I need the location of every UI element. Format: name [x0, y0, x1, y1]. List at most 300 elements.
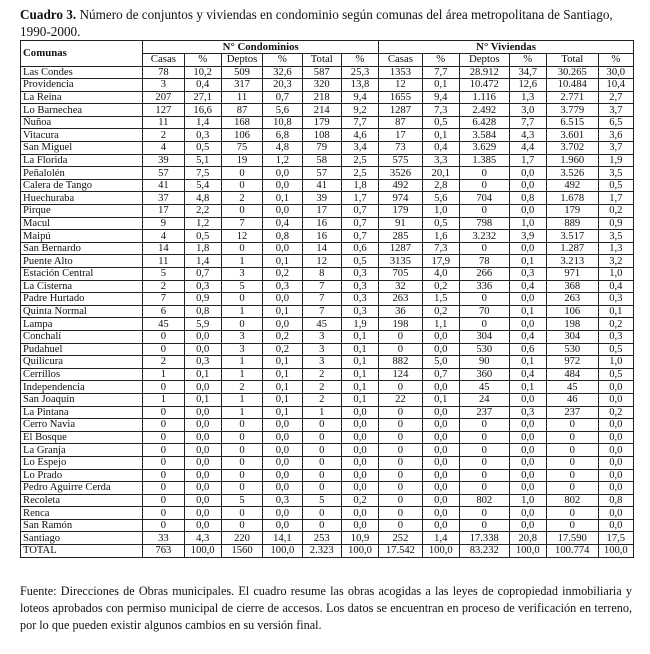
value-cell: 0,0: [598, 469, 633, 482]
comuna-name-cell: San Joaquín: [21, 393, 143, 406]
value-cell: 1,0: [598, 268, 633, 281]
value-cell: 0: [546, 456, 598, 469]
value-cell: 6: [143, 305, 184, 318]
value-cell: 0,1: [509, 255, 546, 268]
table-row: [21, 431, 634, 444]
value-cell: 100,0: [263, 545, 302, 558]
value-cell: 3.702: [546, 142, 598, 155]
value-cell: 2: [302, 393, 341, 406]
value-cell: 0,4: [509, 280, 546, 293]
value-cell: 484: [546, 368, 598, 381]
table-row: [21, 205, 634, 218]
value-cell: 6,8: [263, 129, 302, 142]
value-cell: 0,0: [184, 519, 221, 532]
table-row: [21, 91, 634, 104]
value-cell: 0,4: [184, 79, 221, 92]
table-row: [21, 255, 634, 268]
value-cell: 0,8: [598, 494, 633, 507]
value-cell: 0,3: [341, 268, 378, 281]
value-cell: 39: [302, 192, 341, 205]
value-cell: 1.678: [546, 192, 598, 205]
value-cell: 3526: [379, 167, 422, 180]
table-row: [21, 381, 634, 394]
value-cell: 20,8: [509, 532, 546, 545]
value-cell: 0: [459, 179, 509, 192]
value-cell: 0,1: [509, 356, 546, 369]
value-cell: 12: [302, 255, 341, 268]
subheader-cell: %: [341, 54, 378, 67]
value-cell: 14: [143, 242, 184, 255]
value-cell: 179: [302, 116, 341, 129]
value-cell: 7: [143, 293, 184, 306]
value-cell: 320: [302, 79, 341, 92]
value-cell: 0,0: [341, 419, 378, 432]
value-cell: 0,1: [341, 356, 378, 369]
value-cell: 1,9: [341, 318, 378, 331]
value-cell: 91: [379, 217, 422, 230]
value-cell: 207: [143, 91, 184, 104]
value-cell: 0: [546, 419, 598, 432]
value-cell: 218: [302, 91, 341, 104]
value-cell: 0,3: [341, 293, 378, 306]
value-cell: 0: [143, 519, 184, 532]
value-cell: 0: [459, 242, 509, 255]
subheader-cell: %: [598, 54, 633, 67]
value-cell: 2: [143, 356, 184, 369]
value-cell: 0: [459, 456, 509, 469]
value-cell: 3: [302, 356, 341, 369]
value-cell: 0,5: [598, 343, 633, 356]
value-cell: 0,0: [263, 318, 302, 331]
value-cell: 0,0: [422, 519, 459, 532]
value-cell: 4,3: [509, 129, 546, 142]
condominios-table: [20, 40, 634, 558]
comuna-name-cell: Puente Alto: [21, 255, 143, 268]
value-cell: 17.590: [546, 532, 598, 545]
value-cell: 1287: [379, 104, 422, 117]
value-cell: 0,7: [341, 230, 378, 243]
value-cell: 0,0: [509, 318, 546, 331]
value-cell: 0,1: [341, 343, 378, 356]
value-cell: 0,0: [341, 431, 378, 444]
value-cell: 0,0: [341, 406, 378, 419]
value-cell: 1,7: [509, 154, 546, 167]
value-cell: 0: [459, 419, 509, 432]
value-cell: 4,4: [509, 142, 546, 155]
value-cell: 0: [459, 507, 509, 520]
value-cell: 0: [302, 444, 341, 457]
value-cell: 0: [459, 519, 509, 532]
comuna-name-cell: La Reina: [21, 91, 143, 104]
value-cell: 4,8: [263, 142, 302, 155]
subheader-cell: %: [263, 54, 302, 67]
value-cell: 802: [459, 494, 509, 507]
comuna-name-cell: Conchalí: [21, 330, 143, 343]
value-cell: 34,7: [509, 66, 546, 79]
value-cell: 2,8: [422, 179, 459, 192]
value-cell: 0: [143, 482, 184, 495]
value-cell: 971: [546, 268, 598, 281]
value-cell: 798: [459, 217, 509, 230]
value-cell: 802: [546, 494, 598, 507]
value-cell: 0,0: [341, 456, 378, 469]
value-cell: 2: [143, 280, 184, 293]
value-cell: 1,0: [509, 494, 546, 507]
value-cell: 214: [302, 104, 341, 117]
value-cell: 20,1: [422, 167, 459, 180]
value-cell: 0: [546, 519, 598, 532]
value-cell: 2,5: [341, 167, 378, 180]
value-cell: 14,1: [263, 532, 302, 545]
value-cell: 24: [459, 393, 509, 406]
value-cell: 0,0: [509, 456, 546, 469]
value-cell: 30.265: [546, 66, 598, 79]
caption-label: Cuadro 3.: [20, 7, 77, 22]
value-cell: 0: [459, 318, 509, 331]
value-cell: 2: [221, 192, 262, 205]
value-cell: 1,0: [422, 205, 459, 218]
table-body: [21, 66, 634, 557]
value-cell: 1: [221, 305, 262, 318]
value-cell: 46: [546, 393, 598, 406]
value-cell: 57: [143, 167, 184, 180]
value-cell: 2,2: [184, 205, 221, 218]
value-cell: 7: [302, 293, 341, 306]
comuna-name-cell: San Bernardo: [21, 242, 143, 255]
value-cell: 0: [221, 519, 262, 532]
table-row: [21, 393, 634, 406]
value-cell: 100,0: [509, 545, 546, 558]
value-cell: 0,5: [341, 255, 378, 268]
value-cell: 10,9: [341, 532, 378, 545]
table-row: [21, 343, 634, 356]
value-cell: 45: [302, 318, 341, 331]
comuna-name-cell: Cerro Navia: [21, 419, 143, 432]
comuna-name-cell: La Granja: [21, 444, 143, 457]
value-cell: 28.912: [459, 66, 509, 79]
value-cell: 266: [459, 268, 509, 281]
comuna-name-cell: Recoleta: [21, 494, 143, 507]
value-cell: 0,5: [598, 368, 633, 381]
value-cell: 3,2: [598, 255, 633, 268]
value-cell: 1: [221, 406, 262, 419]
value-cell: 198: [546, 318, 598, 331]
comuna-name-cell: Padre Hurtado: [21, 293, 143, 306]
value-cell: 0,0: [509, 419, 546, 432]
comuna-name-cell: La Cisterna: [21, 280, 143, 293]
value-cell: 0,4: [509, 330, 546, 343]
value-cell: 0,0: [422, 343, 459, 356]
value-cell: 0,0: [422, 469, 459, 482]
value-cell: 4: [143, 142, 184, 155]
value-cell: 13,8: [341, 79, 378, 92]
value-cell: 1: [143, 368, 184, 381]
value-cell: 3,5: [598, 167, 633, 180]
value-cell: 16,6: [184, 104, 221, 117]
value-cell: 3: [221, 343, 262, 356]
value-cell: 0: [546, 469, 598, 482]
comuna-name-cell: Lo Espejo: [21, 456, 143, 469]
value-cell: 0,3: [509, 268, 546, 281]
value-cell: 0,1: [263, 368, 302, 381]
value-cell: 0,0: [184, 494, 221, 507]
value-cell: 0: [221, 482, 262, 495]
value-cell: 3.629: [459, 142, 509, 155]
value-cell: 0,0: [509, 507, 546, 520]
value-cell: 882: [379, 356, 422, 369]
value-cell: 100,0: [422, 545, 459, 558]
value-cell: 0,0: [341, 469, 378, 482]
value-cell: 75: [221, 142, 262, 155]
value-cell: 17: [379, 129, 422, 142]
value-cell: 492: [379, 179, 422, 192]
value-cell: 10.472: [459, 79, 509, 92]
table-row: [21, 318, 634, 331]
value-cell: 252: [379, 532, 422, 545]
value-cell: 5: [143, 268, 184, 281]
value-cell: 0,6: [509, 343, 546, 356]
value-cell: 25,3: [341, 66, 378, 79]
value-cell: 0,1: [263, 255, 302, 268]
table-row: [21, 268, 634, 281]
value-cell: 0,0: [341, 482, 378, 495]
value-cell: 0: [143, 343, 184, 356]
value-cell: 0,1: [422, 129, 459, 142]
subheader-cell: %: [509, 54, 546, 67]
value-cell: 0: [302, 519, 341, 532]
value-cell: 0,4: [422, 142, 459, 155]
value-cell: 10.484: [546, 79, 598, 92]
value-cell: 17,5: [598, 532, 633, 545]
value-cell: 45: [143, 318, 184, 331]
value-cell: 1,0: [598, 356, 633, 369]
value-cell: 1,4: [184, 116, 221, 129]
value-cell: 317: [221, 79, 262, 92]
value-cell: 0,0: [184, 444, 221, 457]
value-cell: 0,0: [422, 431, 459, 444]
value-cell: 2: [302, 381, 341, 394]
comuna-name-cell: San Ramón: [21, 519, 143, 532]
value-cell: 0: [459, 167, 509, 180]
table-row: [21, 217, 634, 230]
comuna-name-cell: Peñalolén: [21, 167, 143, 180]
value-cell: 2: [143, 129, 184, 142]
caption-text: Número de conjuntos y viviendas en condominio según comunas del área metropolitana de Santiago, 1990-2000.: [20, 7, 613, 39]
value-cell: 3: [143, 79, 184, 92]
value-cell: 0,5: [422, 217, 459, 230]
value-cell: 705: [379, 268, 422, 281]
value-cell: 0,0: [263, 179, 302, 192]
value-cell: 0: [221, 293, 262, 306]
value-cell: 0: [221, 444, 262, 457]
table-row: [21, 419, 634, 432]
comuna-name-cell: Las Condes: [21, 66, 143, 79]
value-cell: 0: [143, 330, 184, 343]
comuna-name-cell: Providencia: [21, 79, 143, 92]
value-cell: 3.213: [546, 255, 598, 268]
table-row: [21, 79, 634, 92]
source-note: Fuente: Direcciones de Obras municipales. El cuadro resume las obras acogidas a las leyes de copropiedad inmobiliaria y loteos aprobados con permiso municipal de cierre de accesos. Los datos se encuentran en proceso de verificación en terreno, por lo que pueden existir algunos cambios en su versión final.: [20, 584, 632, 632]
value-cell: 5,6: [422, 192, 459, 205]
value-cell: 87: [379, 116, 422, 129]
value-cell: 0,0: [422, 330, 459, 343]
value-cell: 0,2: [263, 343, 302, 356]
value-cell: 263: [546, 293, 598, 306]
header-comunas: Comunas: [21, 41, 143, 67]
comuna-name-cell: La Pintana: [21, 406, 143, 419]
value-cell: 0,9: [598, 217, 633, 230]
value-cell: 0,0: [509, 519, 546, 532]
value-cell: 0,0: [184, 406, 221, 419]
value-cell: 530: [459, 343, 509, 356]
value-cell: 0,1: [422, 79, 459, 92]
value-cell: 4,0: [422, 268, 459, 281]
value-cell: 5: [221, 494, 262, 507]
value-cell: 100,0: [184, 545, 221, 558]
table-row: [21, 507, 634, 520]
value-cell: 0,0: [509, 469, 546, 482]
value-cell: 0,5: [184, 230, 221, 243]
value-cell: 7,5: [184, 167, 221, 180]
value-cell: 39: [143, 154, 184, 167]
value-cell: 0: [143, 431, 184, 444]
value-cell: 32,6: [263, 66, 302, 79]
value-cell: 3: [221, 268, 262, 281]
value-cell: 3: [221, 330, 262, 343]
value-cell: 0: [546, 482, 598, 495]
value-cell: 1.960: [546, 154, 598, 167]
value-cell: 8: [302, 268, 341, 281]
comuna-name-cell: Pedro Aguirre Cerda: [21, 482, 143, 495]
value-cell: 0,0: [184, 431, 221, 444]
value-cell: 509: [221, 66, 262, 79]
value-cell: 0,1: [341, 393, 378, 406]
comuna-name-cell: Quinta Normal: [21, 305, 143, 318]
value-cell: 0,1: [263, 406, 302, 419]
value-cell: 1655: [379, 91, 422, 104]
value-cell: 0,0: [509, 242, 546, 255]
table-row: [21, 368, 634, 381]
value-cell: 0,2: [598, 205, 633, 218]
value-cell: 0: [379, 406, 422, 419]
value-cell: 1,8: [341, 179, 378, 192]
table-row: [21, 356, 634, 369]
value-cell: 124: [379, 368, 422, 381]
value-cell: 0,0: [341, 519, 378, 532]
table-row: [21, 519, 634, 532]
value-cell: 0,0: [422, 419, 459, 432]
value-cell: 106: [221, 129, 262, 142]
value-cell: 0,3: [341, 280, 378, 293]
value-cell: 7: [302, 280, 341, 293]
value-cell: 0,0: [422, 444, 459, 457]
value-cell: 0: [379, 444, 422, 457]
value-cell: 1287: [379, 242, 422, 255]
value-cell: 0: [221, 179, 262, 192]
value-cell: 0,1: [263, 356, 302, 369]
value-cell: 0,0: [184, 507, 221, 520]
value-cell: 198: [379, 318, 422, 331]
value-cell: 0,0: [598, 507, 633, 520]
value-cell: 7,7: [422, 66, 459, 79]
comuna-name-cell: Macul: [21, 217, 143, 230]
value-cell: 0,1: [598, 305, 633, 318]
table-row: [21, 494, 634, 507]
value-cell: 972: [546, 356, 598, 369]
comuna-name-cell: Independencia: [21, 381, 143, 394]
value-cell: 0: [379, 507, 422, 520]
value-cell: 304: [546, 330, 598, 343]
value-cell: 179: [379, 205, 422, 218]
value-cell: 0,6: [341, 242, 378, 255]
value-cell: 0,1: [263, 381, 302, 394]
value-cell: 0: [459, 469, 509, 482]
header-condominios: N° Condominios: [143, 41, 379, 54]
value-cell: 0,0: [263, 444, 302, 457]
subheader-cell: Deptos: [221, 54, 262, 67]
comuna-name-cell: Vitacura: [21, 129, 143, 142]
value-cell: 3.584: [459, 129, 509, 142]
table-row: [21, 167, 634, 180]
value-cell: 0,0: [598, 393, 633, 406]
value-cell: 0: [459, 293, 509, 306]
value-cell: 3,0: [509, 104, 546, 117]
value-cell: 20,3: [263, 79, 302, 92]
value-cell: 0,3: [598, 293, 633, 306]
value-cell: 11: [221, 91, 262, 104]
value-cell: 3,7: [598, 104, 633, 117]
value-cell: 100.774: [546, 545, 598, 558]
subheader-cell: Deptos: [459, 54, 509, 67]
value-cell: 0,1: [341, 381, 378, 394]
value-cell: 0,1: [509, 305, 546, 318]
value-cell: 5,0: [422, 356, 459, 369]
value-cell: 12: [379, 79, 422, 92]
value-cell: 0: [546, 431, 598, 444]
table-row: [21, 242, 634, 255]
value-cell: 3,7: [598, 142, 633, 155]
value-cell: 285: [379, 230, 422, 243]
value-cell: 0,0: [509, 205, 546, 218]
value-cell: 0: [221, 456, 262, 469]
value-cell: 3.232: [459, 230, 509, 243]
value-cell: 79: [302, 142, 341, 155]
value-cell: 360: [459, 368, 509, 381]
value-cell: 492: [546, 179, 598, 192]
comuna-name-cell: Quilicura: [21, 356, 143, 369]
value-cell: 1,2: [184, 217, 221, 230]
value-cell: 0,7: [184, 268, 221, 281]
value-cell: 0,0: [509, 444, 546, 457]
value-cell: 17: [143, 205, 184, 218]
value-cell: 5,6: [263, 104, 302, 117]
value-cell: 0,0: [184, 330, 221, 343]
value-cell: 17.338: [459, 532, 509, 545]
value-cell: 1: [302, 406, 341, 419]
value-cell: 27,1: [184, 91, 221, 104]
value-cell: 12: [221, 230, 262, 243]
value-cell: 0,0: [509, 482, 546, 495]
value-cell: 0: [459, 205, 509, 218]
table-row: [21, 230, 634, 243]
value-cell: 1: [221, 368, 262, 381]
table-row: [21, 142, 634, 155]
value-cell: 0: [302, 431, 341, 444]
value-cell: 1: [143, 393, 184, 406]
value-cell: 1: [221, 393, 262, 406]
comuna-name-cell: La Florida: [21, 154, 143, 167]
value-cell: 0,1: [341, 330, 378, 343]
